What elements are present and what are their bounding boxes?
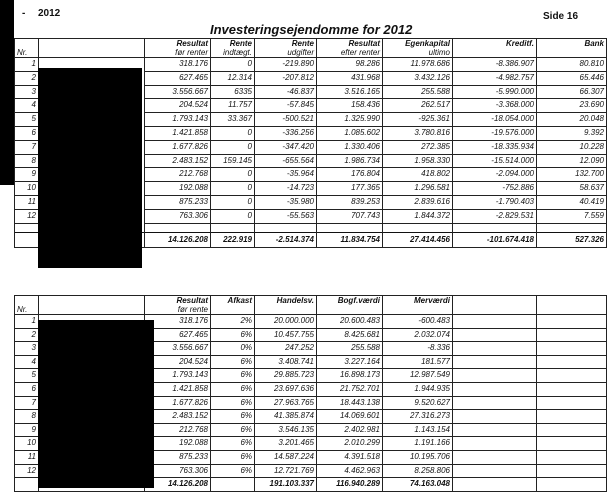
column-header xyxy=(317,296,383,315)
total-nr-cell xyxy=(15,232,39,247)
cell-ri: 11.757 xyxy=(211,99,255,113)
cell-rer: 1.330.406 xyxy=(317,140,383,154)
cell-bv: 21.752.701 xyxy=(317,382,383,396)
column-header-main xyxy=(41,39,142,48)
row-number: 11 xyxy=(15,450,39,464)
cell-ru: -336.256 xyxy=(255,126,317,140)
column-header-sub: før renter xyxy=(175,48,208,57)
row-number: 5 xyxy=(15,369,39,383)
row-number: 10 xyxy=(15,437,39,451)
cell-afk: 6% xyxy=(211,437,255,451)
cell-kr: -8.386.907 xyxy=(453,58,537,72)
empty-cell xyxy=(537,382,607,396)
row-number: 8 xyxy=(15,410,39,424)
row-number: 12 xyxy=(15,209,39,223)
row-number: 9 xyxy=(15,168,39,182)
cell-res: 1.793.143 xyxy=(145,113,211,127)
column-header-main: Resultat xyxy=(176,296,208,305)
total-hv: 191.103.337 xyxy=(255,478,317,492)
cell-res: 204.524 xyxy=(145,355,211,369)
column-header xyxy=(15,296,39,315)
cell-kr: -752.886 xyxy=(453,182,537,196)
column-header xyxy=(145,296,211,315)
cell-rer: 158.436 xyxy=(317,99,383,113)
cell-hv: 3.408.741 xyxy=(255,355,317,369)
cell-ru: -500.521 xyxy=(255,113,317,127)
cell-mv: 1.143.154 xyxy=(383,423,453,437)
empty-cell xyxy=(453,437,537,451)
cell-res: 192.088 xyxy=(145,437,211,451)
row-number: 6 xyxy=(15,126,39,140)
cell-hv: 20.000.000 xyxy=(255,315,317,329)
empty-cell xyxy=(537,464,607,478)
cell-mv: 12.987.549 xyxy=(383,369,453,383)
cell-res: 1.421.858 xyxy=(145,382,211,396)
column-header xyxy=(15,39,39,58)
empty-cell xyxy=(453,423,537,437)
cell-res: 875.233 xyxy=(145,195,211,209)
cell-rer: 3.516.165 xyxy=(317,85,383,99)
cell-bv: 2.402.981 xyxy=(317,423,383,437)
cell-bv: 14.069.601 xyxy=(317,410,383,424)
cell-ri: 6335 xyxy=(211,85,255,99)
cell-ek: 11.978.686 xyxy=(383,58,453,72)
cell-ru: -57.845 xyxy=(255,99,317,113)
cell-bv: 8.425.681 xyxy=(317,328,383,342)
column-header-sub: indtægt. xyxy=(223,48,252,57)
cell-res: 318.176 xyxy=(145,315,211,329)
empty-cell xyxy=(537,369,607,383)
cell-bv: 255.588 xyxy=(317,342,383,356)
row-number: 3 xyxy=(15,85,39,99)
column-header-sub: før rente xyxy=(177,305,208,314)
spacer-cell xyxy=(211,223,255,232)
row-number: 1 xyxy=(15,315,39,329)
header-year: 2012 xyxy=(38,8,61,19)
cell-res: 192.088 xyxy=(145,182,211,196)
cell-ri: 0 xyxy=(211,140,255,154)
column-header-main: Afkast xyxy=(227,296,252,305)
page-number: Side 16 xyxy=(543,11,579,22)
total-mv: 74.163.048 xyxy=(383,478,453,492)
cell-bv: 16.898.173 xyxy=(317,369,383,383)
cell-hv: 3.546.135 xyxy=(255,423,317,437)
row-number: 2 xyxy=(15,71,39,85)
header-row xyxy=(15,39,607,58)
spacer-cell xyxy=(255,223,317,232)
cell-hv: 247.252 xyxy=(255,342,317,356)
column-header xyxy=(211,39,255,58)
cell-bank: 65.446 xyxy=(537,71,607,85)
empty-cell xyxy=(453,369,537,383)
cell-ek: 1.958.330 xyxy=(383,154,453,168)
cell-ru: -35.964 xyxy=(255,168,317,182)
row-number: 6 xyxy=(15,382,39,396)
total-kr: -101.674.418 xyxy=(453,232,537,247)
spacer-cell xyxy=(145,223,211,232)
column-header-main: Bank xyxy=(584,39,604,48)
cell-ri: 12.314 xyxy=(211,71,255,85)
cell-res: 2.483.152 xyxy=(145,410,211,424)
column-header xyxy=(537,39,607,58)
column-header-main: Rente xyxy=(229,39,252,48)
total-bv: 116.940.289 xyxy=(317,478,383,492)
cell-ri: 0 xyxy=(211,182,255,196)
row-number: 1 xyxy=(15,58,39,72)
cell-kr: -15.514.000 xyxy=(453,154,537,168)
cell-ek: 418.802 xyxy=(383,168,453,182)
cell-afk: 6% xyxy=(211,410,255,424)
cell-hv: 12.721.769 xyxy=(255,464,317,478)
empty-cell xyxy=(453,450,537,464)
empty-cell xyxy=(537,437,607,451)
cell-rer: 177.365 xyxy=(317,182,383,196)
cell-mv: 8.258.806 xyxy=(383,464,453,478)
cell-bank: 66.307 xyxy=(537,85,607,99)
cell-res: 1.421.858 xyxy=(145,126,211,140)
cell-res: 875.233 xyxy=(145,450,211,464)
cell-ru: -347.420 xyxy=(255,140,317,154)
cell-ru: -35.980 xyxy=(255,195,317,209)
cell-mv: 9.520.627 xyxy=(383,396,453,410)
column-header xyxy=(383,296,453,315)
empty-cell xyxy=(453,315,537,329)
column-header-main: Handelsv. xyxy=(276,296,314,305)
cell-ru: -655.564 xyxy=(255,154,317,168)
empty-cell xyxy=(453,355,537,369)
cell-res: 763.306 xyxy=(145,464,211,478)
column-header-sub: Nr. xyxy=(17,48,28,57)
column-header xyxy=(453,39,537,58)
cell-afk: 6% xyxy=(211,369,255,383)
cell-ri: 0 xyxy=(211,209,255,223)
cell-mv: 1.191.166 xyxy=(383,437,453,451)
cell-afk: 6% xyxy=(211,328,255,342)
cell-bank: 132.700 xyxy=(537,168,607,182)
cell-ek: 3.780.816 xyxy=(383,126,453,140)
column-header-main xyxy=(539,296,604,305)
row-number: 10 xyxy=(15,182,39,196)
cell-ru: -55.563 xyxy=(255,209,317,223)
cell-mv: -600.483 xyxy=(383,315,453,329)
cell-ek: 255.588 xyxy=(383,85,453,99)
cell-mv: -8.336 xyxy=(383,342,453,356)
total-bank: 527.326 xyxy=(537,232,607,247)
cell-res: 763.306 xyxy=(145,209,211,223)
cell-mv: 27.316.273 xyxy=(383,410,453,424)
column-header-main xyxy=(17,296,36,305)
page-title: Investeringsejendomme for 2012 xyxy=(210,22,413,37)
cell-res: 318.176 xyxy=(145,58,211,72)
cell-bank: 10.228 xyxy=(537,140,607,154)
column-header-main xyxy=(17,39,36,48)
row-number: 7 xyxy=(15,396,39,410)
cell-rer: 1.325.990 xyxy=(317,113,383,127)
empty-cell xyxy=(537,450,607,464)
spacer-cell xyxy=(15,223,39,232)
cell-rer: 98.286 xyxy=(317,58,383,72)
empty-cell xyxy=(453,478,537,492)
cell-mv: 181.577 xyxy=(383,355,453,369)
cell-res: 627.465 xyxy=(145,71,211,85)
cell-bv: 20.600.483 xyxy=(317,315,383,329)
row-number: 9 xyxy=(15,423,39,437)
cell-mv: 10.195.706 xyxy=(383,450,453,464)
cell-bank: 40.419 xyxy=(537,195,607,209)
cell-afk: 6% xyxy=(211,423,255,437)
column-header xyxy=(211,296,255,315)
empty-cell xyxy=(537,355,607,369)
total-rer: 11.834.754 xyxy=(317,232,383,247)
cell-rer: 1.986.734 xyxy=(317,154,383,168)
cell-mv: 2.032.074 xyxy=(383,328,453,342)
cell-ru: -46.837 xyxy=(255,85,317,99)
cell-res: 212.768 xyxy=(145,168,211,182)
cell-bv: 3.227.164 xyxy=(317,355,383,369)
cell-kr: -5.990.000 xyxy=(453,85,537,99)
column-header xyxy=(537,296,607,315)
empty-cell xyxy=(453,382,537,396)
cell-kr: -4.982.757 xyxy=(453,71,537,85)
column-header xyxy=(145,39,211,58)
cell-ri: 33.367 xyxy=(211,113,255,127)
column-header xyxy=(39,39,145,58)
empty-cell xyxy=(537,328,607,342)
row-number: 5 xyxy=(15,113,39,127)
cell-ri: 0 xyxy=(211,126,255,140)
cell-ri: 0 xyxy=(211,168,255,182)
cell-rer: 707.743 xyxy=(317,209,383,223)
cell-bank: 20.048 xyxy=(537,113,607,127)
cell-afk: 0% xyxy=(211,342,255,356)
cell-rer: 839.253 xyxy=(317,195,383,209)
empty-cell xyxy=(453,396,537,410)
cell-ek: 2.839.616 xyxy=(383,195,453,209)
cell-res: 3.556.667 xyxy=(145,85,211,99)
column-header-main: Egenkapital xyxy=(405,39,450,48)
cell-ri: 0 xyxy=(211,195,255,209)
cell-kr: -18.054.000 xyxy=(453,113,537,127)
cell-ru: -14.723 xyxy=(255,182,317,196)
cell-bank: 23.690 xyxy=(537,99,607,113)
cell-hv: 41.385.874 xyxy=(255,410,317,424)
spacer-cell xyxy=(453,223,537,232)
empty-cell xyxy=(537,342,607,356)
cell-afk: 2% xyxy=(211,315,255,329)
column-header-main: Merværdi xyxy=(413,296,450,305)
row-number: 8 xyxy=(15,154,39,168)
column-header xyxy=(255,296,317,315)
total-ek: 27.414.456 xyxy=(383,232,453,247)
cell-bank: 80.810 xyxy=(537,58,607,72)
cell-kr: -1.790.403 xyxy=(453,195,537,209)
column-header-main xyxy=(455,296,534,305)
total-ri: 222.919 xyxy=(211,232,255,247)
header-row xyxy=(15,296,607,315)
cell-kr: -2.829.531 xyxy=(453,209,537,223)
column-header-main: Kreditf. xyxy=(506,39,534,48)
empty-cell xyxy=(453,328,537,342)
spacer-cell xyxy=(317,223,383,232)
cell-ek: -925.361 xyxy=(383,113,453,127)
cell-res: 627.465 xyxy=(145,328,211,342)
cell-afk: 6% xyxy=(211,450,255,464)
cell-kr: -3.368.000 xyxy=(453,99,537,113)
spacer-cell xyxy=(383,223,453,232)
cell-kr: -19.576.000 xyxy=(453,126,537,140)
row-number: 7 xyxy=(15,140,39,154)
cell-ru: -207.812 xyxy=(255,71,317,85)
cell-res: 1.793.143 xyxy=(145,369,211,383)
total-res: 14.126.208 xyxy=(145,478,211,492)
column-header xyxy=(453,296,537,315)
cell-ri: 159.145 xyxy=(211,154,255,168)
cell-afk: 6% xyxy=(211,396,255,410)
total-res: 14.126.208 xyxy=(145,232,211,247)
total-ru: -2.514.374 xyxy=(255,232,317,247)
empty-cell xyxy=(537,396,607,410)
cell-ru: -219.890 xyxy=(255,58,317,72)
cell-ri: 0 xyxy=(211,58,255,72)
empty-cell xyxy=(453,464,537,478)
column-header-main: Resultat xyxy=(176,39,208,48)
cell-afk: 6% xyxy=(211,355,255,369)
cell-afk: 6% xyxy=(211,464,255,478)
cell-hv: 29.885.723 xyxy=(255,369,317,383)
redaction-block-bottom xyxy=(38,320,154,488)
total-nr-cell xyxy=(15,478,39,492)
cell-ek: 272.385 xyxy=(383,140,453,154)
empty-cell xyxy=(537,478,607,492)
row-number: 3 xyxy=(15,342,39,356)
cell-bank: 12.090 xyxy=(537,154,607,168)
cell-ek: 1.296.581 xyxy=(383,182,453,196)
row-number: 4 xyxy=(15,355,39,369)
column-header xyxy=(39,296,145,315)
row-number: 11 xyxy=(15,195,39,209)
cell-res: 2.483.152 xyxy=(145,154,211,168)
column-header-sub: udgifter xyxy=(287,48,314,57)
cell-afk: 6% xyxy=(211,382,255,396)
redaction-block-top xyxy=(38,68,142,268)
cell-ek: 262.517 xyxy=(383,99,453,113)
cell-mv: 1.944.935 xyxy=(383,382,453,396)
cell-bank: 7.559 xyxy=(537,209,607,223)
column-header-main: Bogf.værdi xyxy=(337,296,380,305)
row-number: 12 xyxy=(15,464,39,478)
column-header xyxy=(317,39,383,58)
cell-kr: -18.335.934 xyxy=(453,140,537,154)
cell-hv: 10.457.755 xyxy=(255,328,317,342)
cell-res: 3.556.667 xyxy=(145,342,211,356)
cell-bv: 18.443.138 xyxy=(317,396,383,410)
cell-hv: 27.963.765 xyxy=(255,396,317,410)
cell-hv: 23.697.636 xyxy=(255,382,317,396)
total-afk xyxy=(211,478,255,492)
cell-res: 1.677.826 xyxy=(145,140,211,154)
cell-kr: -2.094.000 xyxy=(453,168,537,182)
column-header-main xyxy=(41,296,142,305)
cell-bv: 4.462.963 xyxy=(317,464,383,478)
column-header xyxy=(255,39,317,58)
cell-bank: 9.392 xyxy=(537,126,607,140)
column-header-main: Rente xyxy=(291,39,314,48)
cell-bv: 2.010.299 xyxy=(317,437,383,451)
cell-res: 1.677.826 xyxy=(145,396,211,410)
empty-cell xyxy=(537,315,607,329)
empty-cell xyxy=(537,410,607,424)
row-number: 4 xyxy=(15,99,39,113)
column-header xyxy=(383,39,453,58)
cell-res: 204.524 xyxy=(145,99,211,113)
left-edge-bar xyxy=(0,0,14,185)
header-dash: - xyxy=(22,8,26,19)
column-header-sub: Nr. xyxy=(17,305,28,314)
cell-hv: 3.201.465 xyxy=(255,437,317,451)
empty-cell xyxy=(453,342,537,356)
cell-bank: 58.637 xyxy=(537,182,607,196)
cell-res: 212.768 xyxy=(145,423,211,437)
cell-rer: 431.968 xyxy=(317,71,383,85)
empty-cell xyxy=(453,410,537,424)
cell-ek: 3.432.126 xyxy=(383,71,453,85)
spacer-cell xyxy=(537,223,607,232)
cell-bv: 4.391.518 xyxy=(317,450,383,464)
column-header-main: Resultat xyxy=(348,39,380,48)
row-number: 2 xyxy=(15,328,39,342)
empty-cell xyxy=(537,423,607,437)
cell-ek: 1.844.372 xyxy=(383,209,453,223)
cell-hv: 14.587.224 xyxy=(255,450,317,464)
cell-rer: 176.804 xyxy=(317,168,383,182)
column-header-sub: ultimo xyxy=(428,48,450,57)
cell-rer: 1.085.602 xyxy=(317,126,383,140)
column-header-sub: efter renter xyxy=(340,48,380,57)
